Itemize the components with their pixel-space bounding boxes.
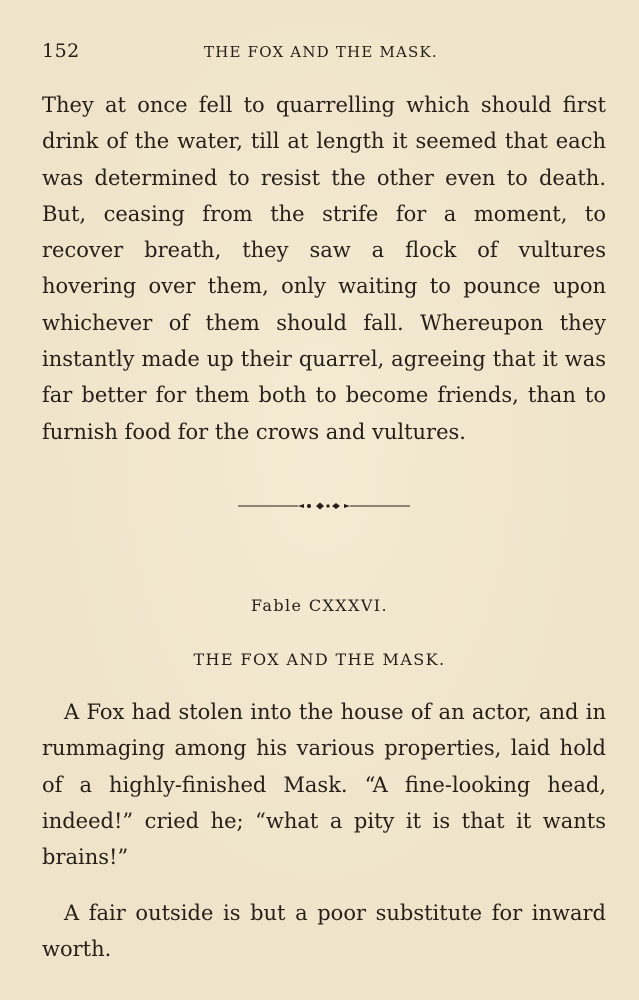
previous-fable-ending: They at once fell to quarrelling which should first drink of the water, till at length it seemed that each was determined to resist the other even to death. But, ceasing from the strife for a moment, to recover breath, they saw a flock of vultures hovering over them, only waiting to pounce upon whichever of them should fall. Whereupon they instantly made up their quarrel, agreeing that it was far better for them both to become friends, than to furnish food for the crows and vultures. [42,93,606,444]
fable-body: A Fox had stolen into the house of an actor, and in rummaging among his various properties, laid hold of a highly-finished Mask. “A fine-looking head, indeed!” cried he; “what a pity it is that it wants brains!” [42,700,606,870]
decorative-rule-icon [238,498,410,514]
fable-moral: A fair outside is but a poor substitute for inward worth. [42,901,606,962]
running-head [42,40,603,64]
fable-number: Fable CXXXVI. [250,596,389,615]
fable-title: THE FOX AND THE MASK. [193,650,446,669]
page-number: 152 [42,40,80,62]
running-title: THE FOX AND THE MASK. [204,43,438,61]
